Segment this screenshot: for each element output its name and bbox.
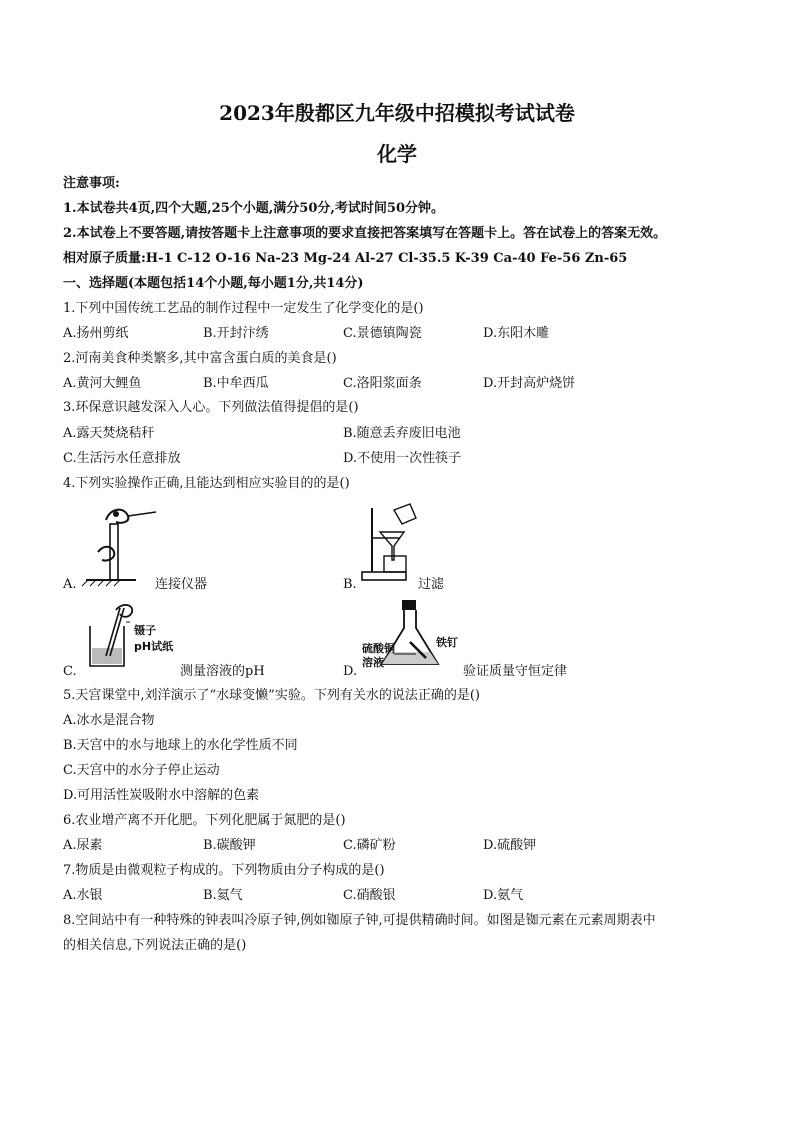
q4-option-a-label: 连接仪器 [155,577,208,592]
q6-option-c: C.磷矿粉 [343,838,396,853]
q3-option-d: D.不使用一次性筷子 [343,451,462,466]
q5-option-b: B.天宫中的水与地球上的水化学性质不同 [63,738,298,753]
q1-option-a: A.扬州剪纸 [63,326,129,341]
q4-figure-b [360,500,420,584]
notes-item-2: 2.本试卷上不要答题,请按答题卡上注意事项的要求直接把答案填写在答题卡上。答在试卷上的答案无效。 [63,226,667,241]
q7-stem: 7.物质是由微观粒子构成的。下列物质由分子构成的是() [63,863,385,878]
q6-option-b: B.碳酸钾 [203,838,256,853]
q4-figure-d-solution-label: 溶液 [362,656,384,669]
q3-option-b: B.随意丢弃废旧电池 [343,426,461,441]
q5-option-d: D.可用活性炭吸附水中溶解的色素 [63,788,260,803]
q4-figure-a [76,502,166,587]
q8-stem-line-2: 的相关信息,下列说法正确的是() [63,938,247,953]
q3-stem: 3.环保意识越发深入人心。下列做法值得提倡的是() [63,400,359,415]
q4-option-d-letter: D. [343,664,358,679]
exam-title: 2023年殷都区九年级中招模拟考试试卷 [219,101,575,125]
notes-heading: 注意事项: [63,176,120,191]
q8-stem-line-1: 8.空间站中有一种特殊的钟表叫冷原子钟,例如铷原子钟,可提供精确时间。如图是铷元素在元素周期表中 [63,913,656,928]
q2-option-b: B.中牟西瓜 [203,376,269,391]
q1-option-c: C.景德镇陶瓷 [343,326,422,341]
q4-figure-c-tweezers-label: 镊子 [134,624,156,637]
q5-option-c: C.天宫中的水分子停止运动 [63,763,220,778]
q4-figure-d-copper-sulfate-label: 硫酸铜 [362,642,395,655]
q2-stem: 2.河南美食种类繁多,其中富含蛋白质的美食是() [63,351,337,366]
q7-option-b: B.氦气 [203,888,243,903]
q7-option-a: A.水银 [63,888,103,903]
q4-option-c-letter: C. [63,664,77,679]
q1-option-b: B.开封汴绣 [203,326,269,341]
q4-option-b-label: 过滤 [418,577,445,592]
q2-option-c: C.洛阳浆面条 [343,376,422,391]
q5-stem: 5.天宫课堂中,刘洋演示了“水球变懒”实验。下列有关水的说法正确的是() [63,688,480,703]
q6-option-a: A.尿素 [63,838,103,853]
q4-stem: 4.下列实验操作正确,且能达到相应实验目的的是() [63,476,350,491]
q6-option-d: D.硫酸钾 [483,838,537,853]
q6-stem: 6.农业增产离不开化肥。下列化肥属于氮肥的是() [63,813,346,828]
q2-option-d: D.开封高炉烧饼 [483,376,576,391]
q5-option-a: A.冰水是混合物 [63,713,155,728]
q7-option-d: D.氨气 [483,888,524,903]
q1-option-d: D.东阳木雕 [483,326,550,341]
q4-figure-d-iron-nail-label: 铁钉 [436,636,458,649]
q4-option-a-letter: A. [63,577,77,592]
q4-figure-d [360,598,470,670]
section-1-heading: 一、选择题(本题包括14个小题,每小题1分,共14分) [63,276,364,291]
q1-stem: 1.下列中国传统工艺品的制作过程中一定发生了化学变化的是() [63,301,424,316]
q4-option-d-label: 验证质量守恒定律 [463,664,568,679]
q3-option-c: C.生活污水任意排放 [63,451,181,466]
q3-option-a: A.露天焚烧秸秆 [63,426,155,441]
notes-item-1: 1.本试卷共4页,四个大题,25个小题,满分50分,考试时间50分钟。 [63,201,444,216]
subject-title: 化学 [377,142,417,166]
atomic-mass: 相对原子质量:H-1 C-12 O-16 Na-23 Mg-24 Al-27 Cl-35.5 K-39 Ca-40 Fe-56 Zn-65 [63,251,628,266]
q7-option-c: C.硝酸银 [343,888,396,903]
q4-option-b-letter: B. [343,577,357,592]
q2-option-a: A.黄河大鲤鱼 [63,376,142,391]
q4-figure-c-ph-paper-label: pH试纸 [134,640,174,653]
q4-figure-c [86,600,186,670]
q4-option-c-label: 测量溶液的pH [180,664,265,679]
